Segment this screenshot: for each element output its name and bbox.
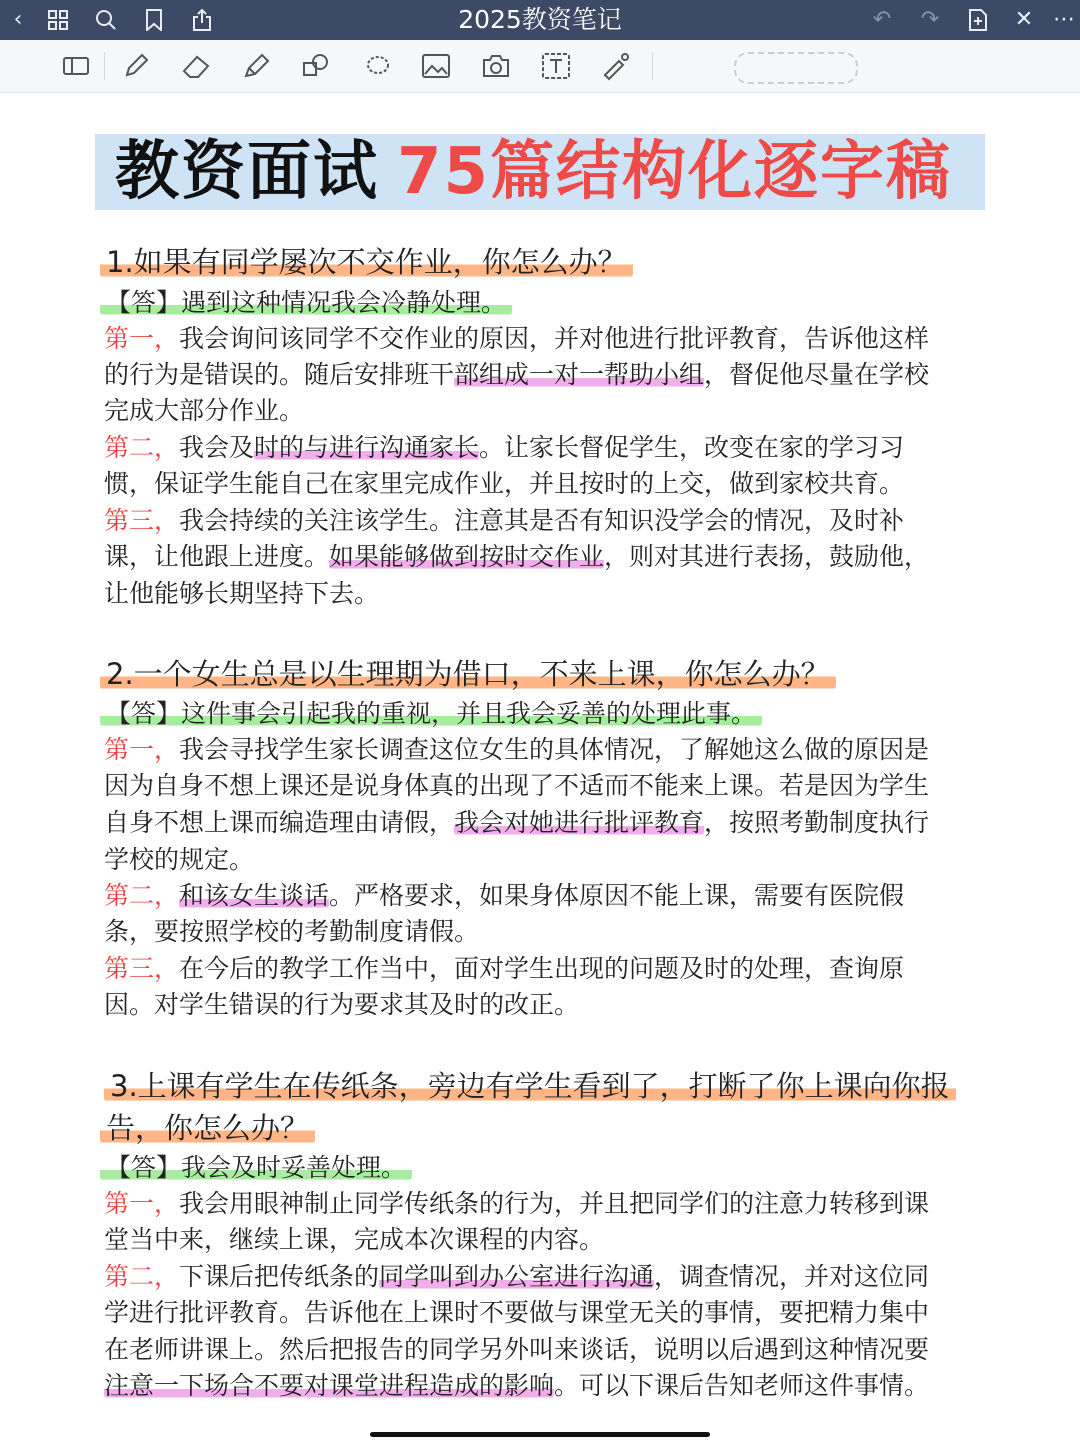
question-3 bbox=[104, 1066, 956, 1106]
lasso-icon[interactable] bbox=[356, 48, 396, 84]
point-label: 第一， bbox=[104, 324, 180, 353]
toolbar-divider bbox=[104, 52, 105, 80]
answer-text: 【答】遇到这种情况我会冷静处理。 bbox=[100, 288, 512, 317]
paragraph-line bbox=[104, 504, 904, 538]
point-label: 第二， bbox=[104, 881, 180, 910]
banner-title-red: 75篇结构化逐字稿 bbox=[397, 135, 953, 209]
paragraph-line bbox=[104, 1369, 929, 1403]
answer-text: 【答】我会及时妥善处理。 bbox=[100, 1153, 412, 1182]
paragraph-line bbox=[104, 915, 479, 949]
text-line: 我会询问该同学不交作业的原因，并对他进行批评教育，告诉他这样 bbox=[179, 324, 930, 353]
paragraph-line bbox=[104, 733, 929, 767]
highlight-segment: 和该女生谈话 bbox=[179, 881, 330, 910]
text-segment: ，则对其进行表扬，鼓励他， bbox=[604, 542, 930, 571]
question-text: 3.上课有学生在传纸条，旁边有学生看到了，打断了你上课向你报 bbox=[104, 1069, 956, 1103]
highlight-segment: 如果能够做到按时交作业 bbox=[329, 542, 605, 571]
text-line: 条，要按照学校的考勤制度请假。 bbox=[104, 917, 480, 946]
text-segment: 。严格要求 bbox=[329, 881, 455, 910]
question-1 bbox=[100, 242, 633, 282]
paragraph-line bbox=[104, 769, 929, 803]
text-segment: ，督促他尽量在学校 bbox=[704, 360, 930, 389]
text-segment: ，调查情况，并对这位同 bbox=[654, 1262, 930, 1291]
point-label: 第三， bbox=[104, 954, 180, 983]
point-label: 第一， bbox=[104, 1189, 180, 1218]
paragraph-line bbox=[104, 988, 579, 1022]
paragraph-line bbox=[104, 1223, 604, 1257]
paragraph-line bbox=[104, 540, 929, 574]
question-2 bbox=[100, 654, 836, 694]
text-segment: ，按照考勤制度执行 bbox=[704, 808, 930, 837]
window-title: 2025教资笔记 bbox=[458, 5, 622, 34]
highlight-segment: 注意一下场合不要对课堂进程造成的影响 bbox=[104, 1371, 555, 1400]
shapes-icon[interactable] bbox=[296, 48, 336, 84]
text-line: 惯，保证学生能自己在家里完成作业，并且按时的上交，做到家校共育。 bbox=[104, 469, 905, 498]
image-icon[interactable] bbox=[416, 48, 456, 84]
highlight-segment: 我会对她进行批评教育 bbox=[454, 808, 705, 837]
question-text: 2.一个女生总是以生理期为借口，不来上课，你怎么办？ bbox=[100, 657, 836, 691]
text-segment: 课，让他跟上进度。 bbox=[104, 542, 330, 571]
undo-icon[interactable]: ↶ bbox=[872, 7, 892, 32]
paragraph-line bbox=[104, 952, 904, 986]
text-line: 让他能够长期坚持下去。 bbox=[104, 579, 380, 608]
eraser-icon[interactable] bbox=[176, 48, 216, 84]
lasso-selection-placeholder[interactable] bbox=[734, 52, 858, 84]
answer-text: 【答】这件事会引起我的重视，并且我会妥善的处理此事。 bbox=[100, 699, 762, 728]
question-text: 1.如果有同学屡次不交作业，你怎么办？ bbox=[100, 245, 633, 279]
paragraph-line bbox=[104, 1333, 929, 1367]
title-bar bbox=[0, 0, 1080, 40]
point-label: 第二， bbox=[104, 1262, 180, 1291]
text-line: 因。对学生错误的行为要求其及时的改正。 bbox=[104, 990, 580, 1019]
paragraph-line bbox=[104, 1260, 929, 1294]
paragraph-line bbox=[104, 879, 904, 913]
more-icon[interactable]: ⋯ bbox=[1053, 7, 1075, 32]
highlight-segment: 时的与进行沟通家长 bbox=[254, 433, 480, 462]
point-label: 第三， bbox=[104, 506, 180, 535]
redo-icon[interactable]: ↷ bbox=[920, 7, 940, 32]
text-line: 我会用眼神制止同学传纸条的行为，并且把同学们的注意力转移到课 bbox=[179, 1189, 930, 1218]
answer-2 bbox=[100, 697, 762, 731]
point-label: 第二， bbox=[104, 433, 180, 462]
answer-1 bbox=[100, 286, 512, 320]
text-line: 我会寻找学生家长调查这位女生的具体情况，了解她这么做的原因是 bbox=[179, 735, 930, 764]
reader-mode-icon[interactable] bbox=[56, 48, 96, 84]
text-segment: 的行为是错误的。随后安排班干 bbox=[104, 360, 455, 389]
text-line: 学进行批评教育。告诉他在上课时不要做与课堂无关的事情，要把精力集中 bbox=[104, 1298, 930, 1327]
question-text: 告，你怎么办？ bbox=[100, 1111, 315, 1145]
toolbar-divider bbox=[652, 52, 653, 80]
paragraph-line bbox=[104, 431, 904, 465]
add-page-icon[interactable] bbox=[960, 0, 996, 40]
highlighter-icon[interactable] bbox=[236, 48, 276, 84]
text-segment: 。让家长督促学生，改变在家的学习习 bbox=[479, 433, 905, 462]
title-banner bbox=[95, 134, 985, 210]
text-line: 在老师讲课上。然后把报告的同学另外叫来谈话，说明以后遇到这种情况要 bbox=[104, 1335, 930, 1364]
home-indicator[interactable] bbox=[370, 1432, 710, 1437]
text-segment: 我会及 bbox=[179, 433, 255, 462]
paragraph-line bbox=[104, 467, 904, 501]
paragraph-line bbox=[104, 394, 304, 428]
text-line: 完成大部分作业。 bbox=[104, 396, 305, 425]
paragraph-line bbox=[104, 577, 379, 611]
highlight-segment: 同学叫到办公室进行沟通 bbox=[379, 1262, 655, 1291]
text-segment: 下课后把传纸条的 bbox=[179, 1262, 380, 1291]
paragraph-line bbox=[104, 843, 254, 877]
point-label: 第一， bbox=[104, 735, 180, 764]
paragraph-line bbox=[104, 322, 929, 356]
laser-pointer-icon[interactable] bbox=[596, 48, 636, 84]
paragraph-line bbox=[104, 1296, 929, 1330]
close-icon[interactable]: ✕ bbox=[1014, 7, 1034, 32]
text-line: 我会持续的关注该学生。注意其是否有知识没学会的情况，及时补 bbox=[179, 506, 905, 535]
paragraph-line bbox=[104, 806, 929, 840]
text-tool-icon[interactable] bbox=[536, 48, 576, 84]
back-icon[interactable]: ‹ bbox=[13, 7, 23, 32]
text-line: 因为自身不想上课还是说身体真的出现了不适而不能来上课。若是因为学生 bbox=[104, 771, 930, 800]
text-segment: ，如果身体原因不能上课，需要有医院假 bbox=[454, 881, 905, 910]
paragraph-line bbox=[104, 358, 929, 392]
text-line: 在今后的教学工作当中，面对学生出现的问题及时的处理，查询原 bbox=[179, 954, 905, 983]
camera-icon[interactable] bbox=[476, 48, 516, 84]
pen-icon[interactable] bbox=[116, 48, 156, 84]
text-line: 堂当中来，继续上课，完成本次课程的内容。 bbox=[104, 1225, 605, 1254]
answer-3 bbox=[100, 1151, 412, 1185]
text-segment: 自身不想上课而编造理由请假， bbox=[104, 808, 455, 837]
banner-title-black: 教资面试 bbox=[115, 135, 379, 209]
paragraph-line bbox=[104, 1187, 929, 1221]
tool-bar bbox=[0, 40, 1080, 93]
highlight-segment: 部组成一对一帮助小组 bbox=[454, 360, 705, 389]
question-3-cont bbox=[100, 1108, 315, 1148]
text-line: 学校的规定。 bbox=[104, 845, 255, 874]
text-segment: 。可以下课后告知老师这件事情。 bbox=[554, 1371, 930, 1400]
